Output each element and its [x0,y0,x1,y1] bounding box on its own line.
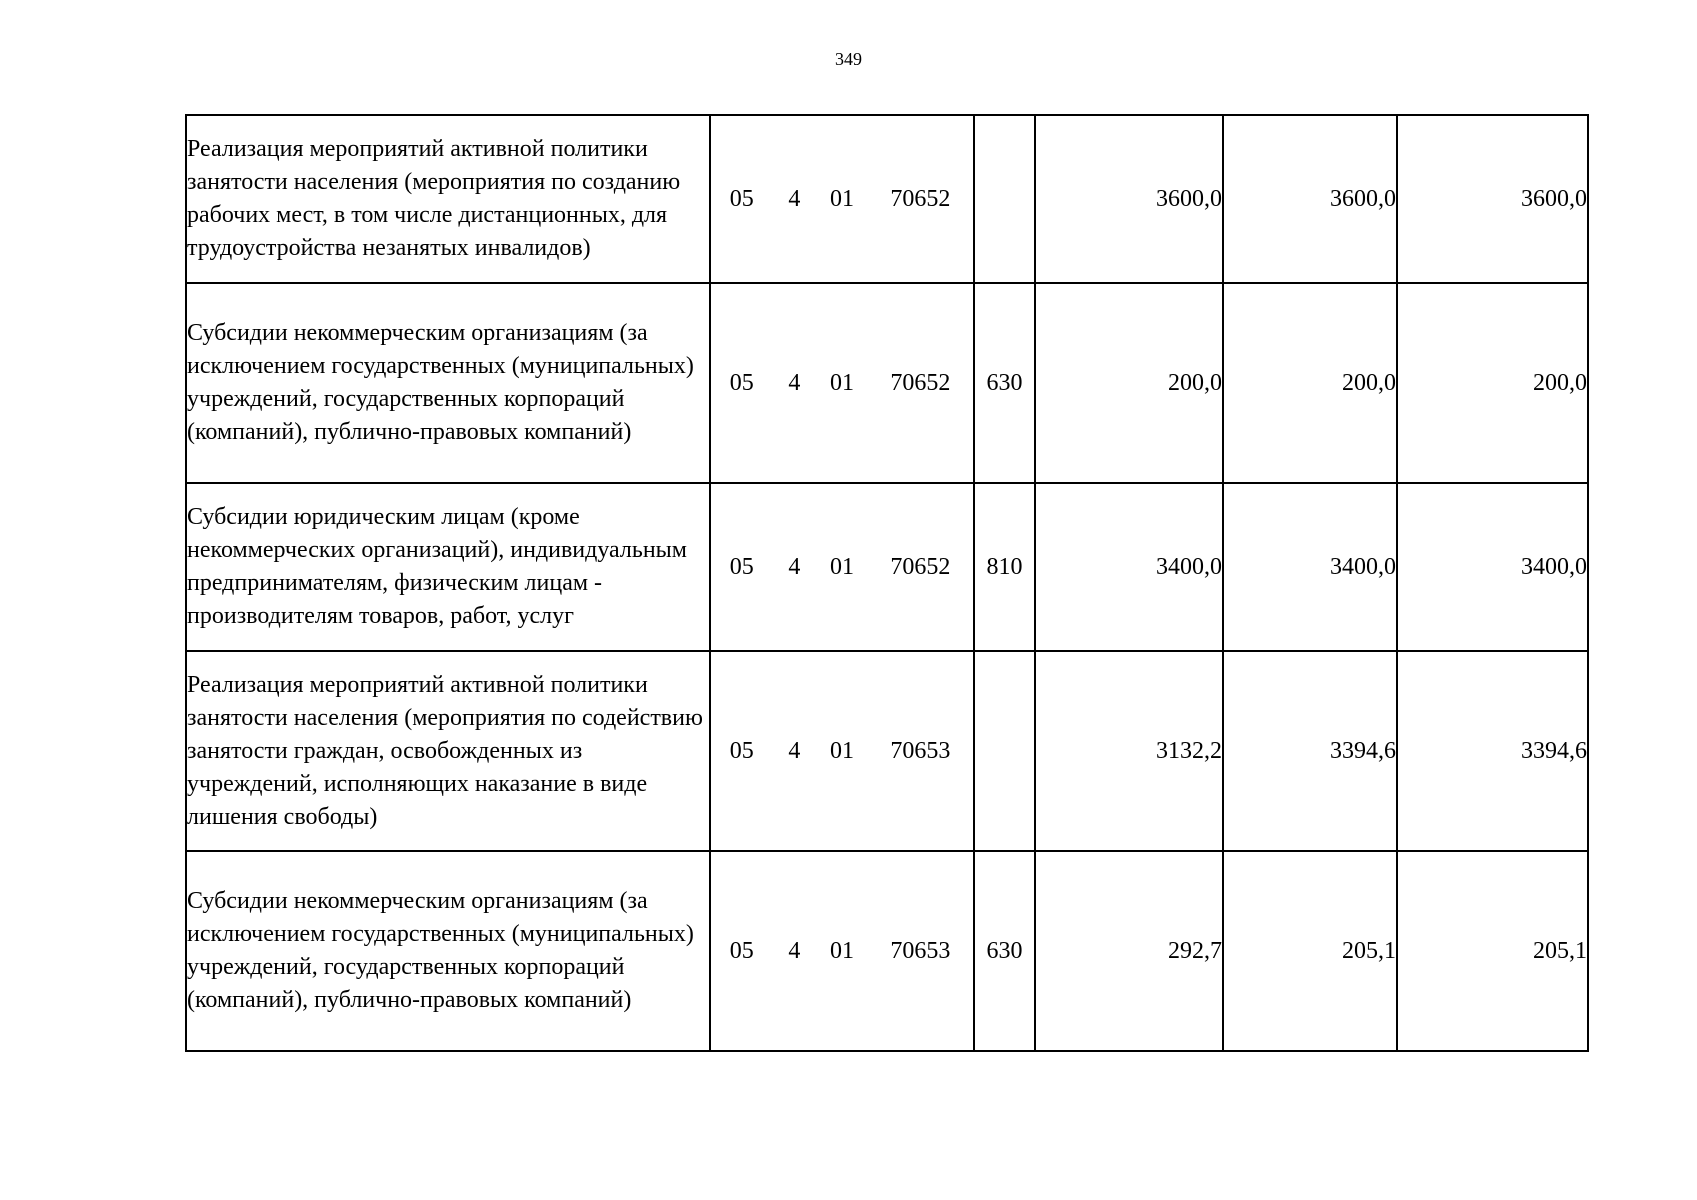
page-number: 349 [835,49,862,69]
expense-type-code: 810 [974,483,1035,651]
subprogram-code: 01 [830,185,854,212]
amount-year-2: 200,0 [1223,283,1397,483]
amount-year-1: 292,7 [1035,851,1223,1051]
row-description: Реализация мероприятий активной политики занятости населения (мероприятия по содействию занятости граждан, освобожденных из учреждений, исполняющих наказание в виде лишения свободы) [186,651,710,851]
subprogram-code: 01 [830,553,854,580]
row-description: Субсидии некоммерческим организациям (за исключением государственных (муниципальных) учреждений, государственных корпораций (компаний), публично-правовых компаний) [186,283,710,483]
amount-year-2: 205,1 [1223,851,1397,1051]
amount-year-3: 200,0 [1397,283,1588,483]
amount-year-1: 200,0 [1035,283,1223,483]
amount-year-1: 3132,2 [1035,651,1223,851]
expense-type-code [974,115,1035,283]
program-code: 4 [788,369,801,396]
row-description: Субсидии некоммерческим организациям (за исключением государственных (муниципальных) учреждений, государственных корпораций (компаний), публично-правовых компаний) [186,851,710,1051]
table-row [186,115,1588,283]
target-code-cell [710,851,974,1051]
amount-year-2: 3400,0 [1223,483,1397,651]
subprogram-code: 01 [830,937,854,964]
amount-year-3: 3400,0 [1397,483,1588,651]
item-code: 70652 [890,553,951,580]
amount-year-2: 3394,6 [1223,651,1397,851]
section-code: 05 [729,737,754,764]
expense-type-code [974,651,1035,851]
item-code: 70652 [890,369,951,396]
item-code: 70652 [890,185,951,212]
subprogram-code: 01 [830,369,854,396]
program-code: 4 [788,553,801,580]
program-code: 4 [788,737,801,764]
program-code: 4 [788,937,801,964]
target-code-cell [710,651,974,851]
table-row [186,483,1588,651]
section-code: 05 [729,553,754,580]
budget-table-body [186,115,1588,1051]
item-code: 70653 [890,737,951,764]
section-code: 05 [729,937,754,964]
amount-year-2: 3600,0 [1223,115,1397,283]
section-code: 05 [729,185,754,212]
table-row [186,651,1588,851]
amount-year-3: 3600,0 [1397,115,1588,283]
amount-year-3: 205,1 [1397,851,1588,1051]
row-description: Реализация мероприятий активной политики занятости населения (мероприятия по созданию рабочих мест, в том числе дистанционных, для трудоустройства незанятых инвалидов) [186,115,710,283]
amount-year-1: 3600,0 [1035,115,1223,283]
subprogram-code: 01 [830,737,854,764]
section-code: 05 [729,369,754,396]
target-code-cell [710,115,974,283]
item-code: 70653 [890,937,951,964]
expense-type-code: 630 [974,283,1035,483]
target-code-cell [710,483,974,651]
budget-table [185,114,1589,1052]
target-code-cell [710,283,974,483]
table-row [186,283,1588,483]
amount-year-1: 3400,0 [1035,483,1223,651]
expense-type-code: 630 [974,851,1035,1051]
table-row [186,851,1588,1051]
program-code: 4 [788,185,801,212]
row-description: Субсидии юридическим лицам (кроме некоммерческих организаций), индивидуальным предпринимателям, физическим лицам - производителям товаров, работ, услуг [186,483,710,651]
amount-year-3: 3394,6 [1397,651,1588,851]
